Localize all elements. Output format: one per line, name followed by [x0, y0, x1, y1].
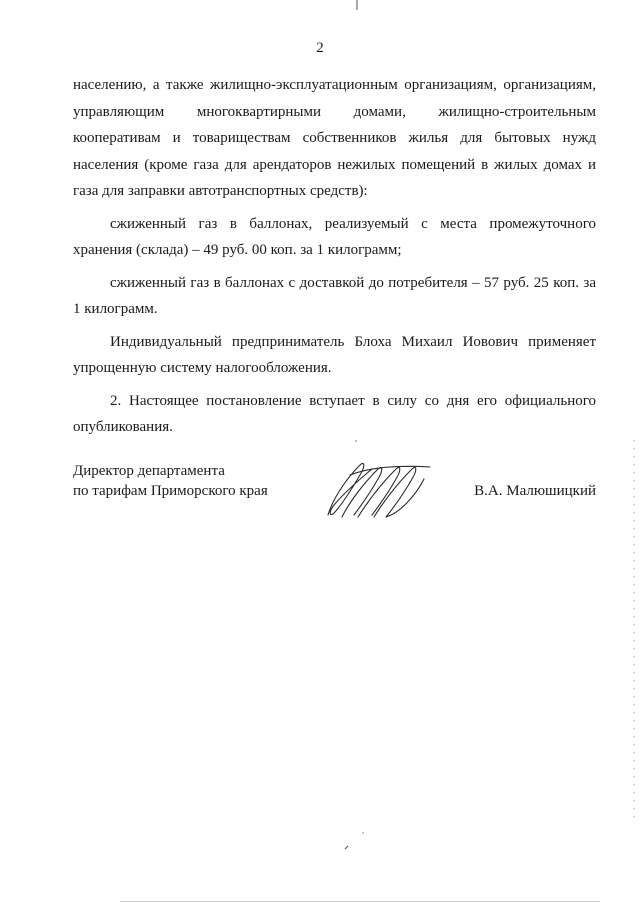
- scan-bottom-edge: [120, 901, 600, 902]
- signatory-title-line1: Директор департамента: [73, 463, 225, 479]
- signatory-name: В.А. Малюшицкий: [474, 483, 596, 499]
- scan-artifact-dot: [353, 438, 359, 444]
- scan-artifact-top: [354, 0, 360, 12]
- scan-artifact-dot: [342, 842, 352, 852]
- document-body: [73, 72, 596, 441]
- scan-edge-shadow: [628, 440, 638, 820]
- paragraph-tariff-warehouse: сжиженный газ в баллонах, реализуемый с места промежуточного хранения (склада) – 49 руб. 00 коп. за 1 килограмм;: [73, 215, 596, 258]
- paragraph-consumers: населению, а также жилищно-эксплуатационным организациям, организациям, управляющим многоквартирными домами, жилищно-строительным кооперативам и товариществам собственников жилья для бытовых нужд населения (кроме газа для арендаторов нежилых помещений в жилых домах и газа для заправки автотранспортных средств):: [73, 77, 596, 199]
- scan-artifact-dot: [360, 830, 366, 836]
- paragraph-tax-system: Индивидуальный предприниматель Блоха Михаил Иовович применяет упрощенную систему налогообложения.: [73, 333, 596, 376]
- paragraph-effective-date: 2. Настоящее постановление вступает в силу со дня его официального опубликования.: [73, 392, 596, 435]
- page-number: 2: [316, 40, 324, 56]
- signatory-title-line2: по тарифам Приморского края: [73, 483, 268, 499]
- signatory-title: [73, 461, 268, 501]
- paragraph-tariff-delivery: сжиженный газ в баллонах с доставкой до потребителя – 57 руб. 25 коп. за 1 килограмм.: [73, 274, 596, 317]
- handwritten-signature: [320, 455, 440, 525]
